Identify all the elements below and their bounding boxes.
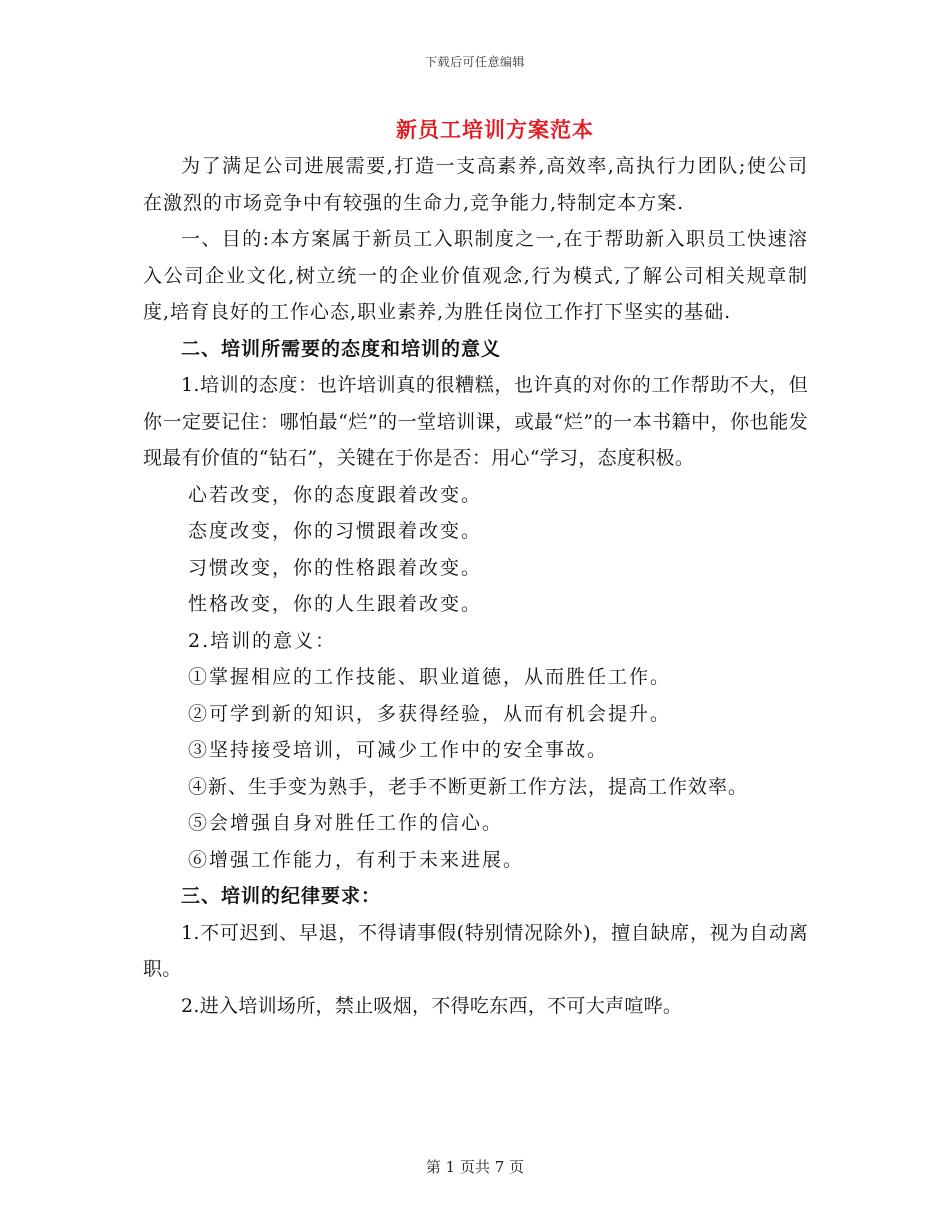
meaning-item: ②可学到新的知识，多获得经验，从而有机会提升。 [188,702,672,725]
header-note: 下载后可任意编辑 [424,55,525,69]
section-1-paragraph: 一、目的:本方案属于新员工入职制度之一,在于帮助新入职员工快速溶入公司企业文化,树立统一的企业价值观念,行为模式,了解公司相关规章制度,培育良好的工作心态,职业素养,为胜任岗位工作打下坚实的基础. [143,228,808,323]
rule-item: 2.进入培训场所，禁止吸烟，不得吃东西，不可大声喧哗。 [181,994,683,1017]
intro-paragraph: 为了满足公司进展需要,打造一支高素养,高效率,高执行力团队;使公司在激烈的市场竞争中有较强的生命力,竞争能力,特制定本方案. [143,155,808,214]
rule-item: 1.不可迟到、早退，不得请事假(特别情况除外)，擅自缺席，视为自动离职。 [143,921,808,980]
meaning-item: ⑥增强工作能力，有利于未来进展。 [188,848,525,871]
section-2-heading: 二、培训所需要的态度和培训的意义 [181,337,502,360]
document-title: 新员工培训方案范本 [396,117,594,142]
attitude-line: 性格改变，你的人生跟着改变。 [188,593,483,615]
meaning-item: ①掌握相应的工作技能、职业道德，从而胜任工作。 [188,666,672,688]
section-2-item-2-heading: 2.培训的意义： [188,629,337,652]
attitude-line: 心若改变，你的态度跟着改变。 [188,483,483,506]
page-number: 第 1 页共 7 页 [425,1158,525,1176]
attitude-line: 态度改变，你的习惯跟着改变。 [188,520,483,542]
document-body [143,148,808,1024]
section-2-item-1-paragraph: 1.培训的态度：也许培训真的很糟糕，也许真的对你的工作帮助不大，但你一定要记住：哪怕最“烂”的一堂培训课，或最“烂”的一本书籍中，你也能发现最有价值的“钻石”，关键在于你是否：用心“学习，态度积极。 [143,374,808,469]
section-3-heading: 三、培训的纪律要求： [181,885,382,907]
meaning-item: ③坚持接受培训，可减少工作中的安全事故。 [188,739,609,761]
attitude-line: 习惯改变，你的性格跟着改变。 [188,556,483,579]
meaning-item: ④新、生手变为熟手，老手不断更新工作方法，提高工作效率。 [188,775,749,798]
meaning-item: ⑤会增强自身对胜任工作的信心。 [188,812,504,834]
